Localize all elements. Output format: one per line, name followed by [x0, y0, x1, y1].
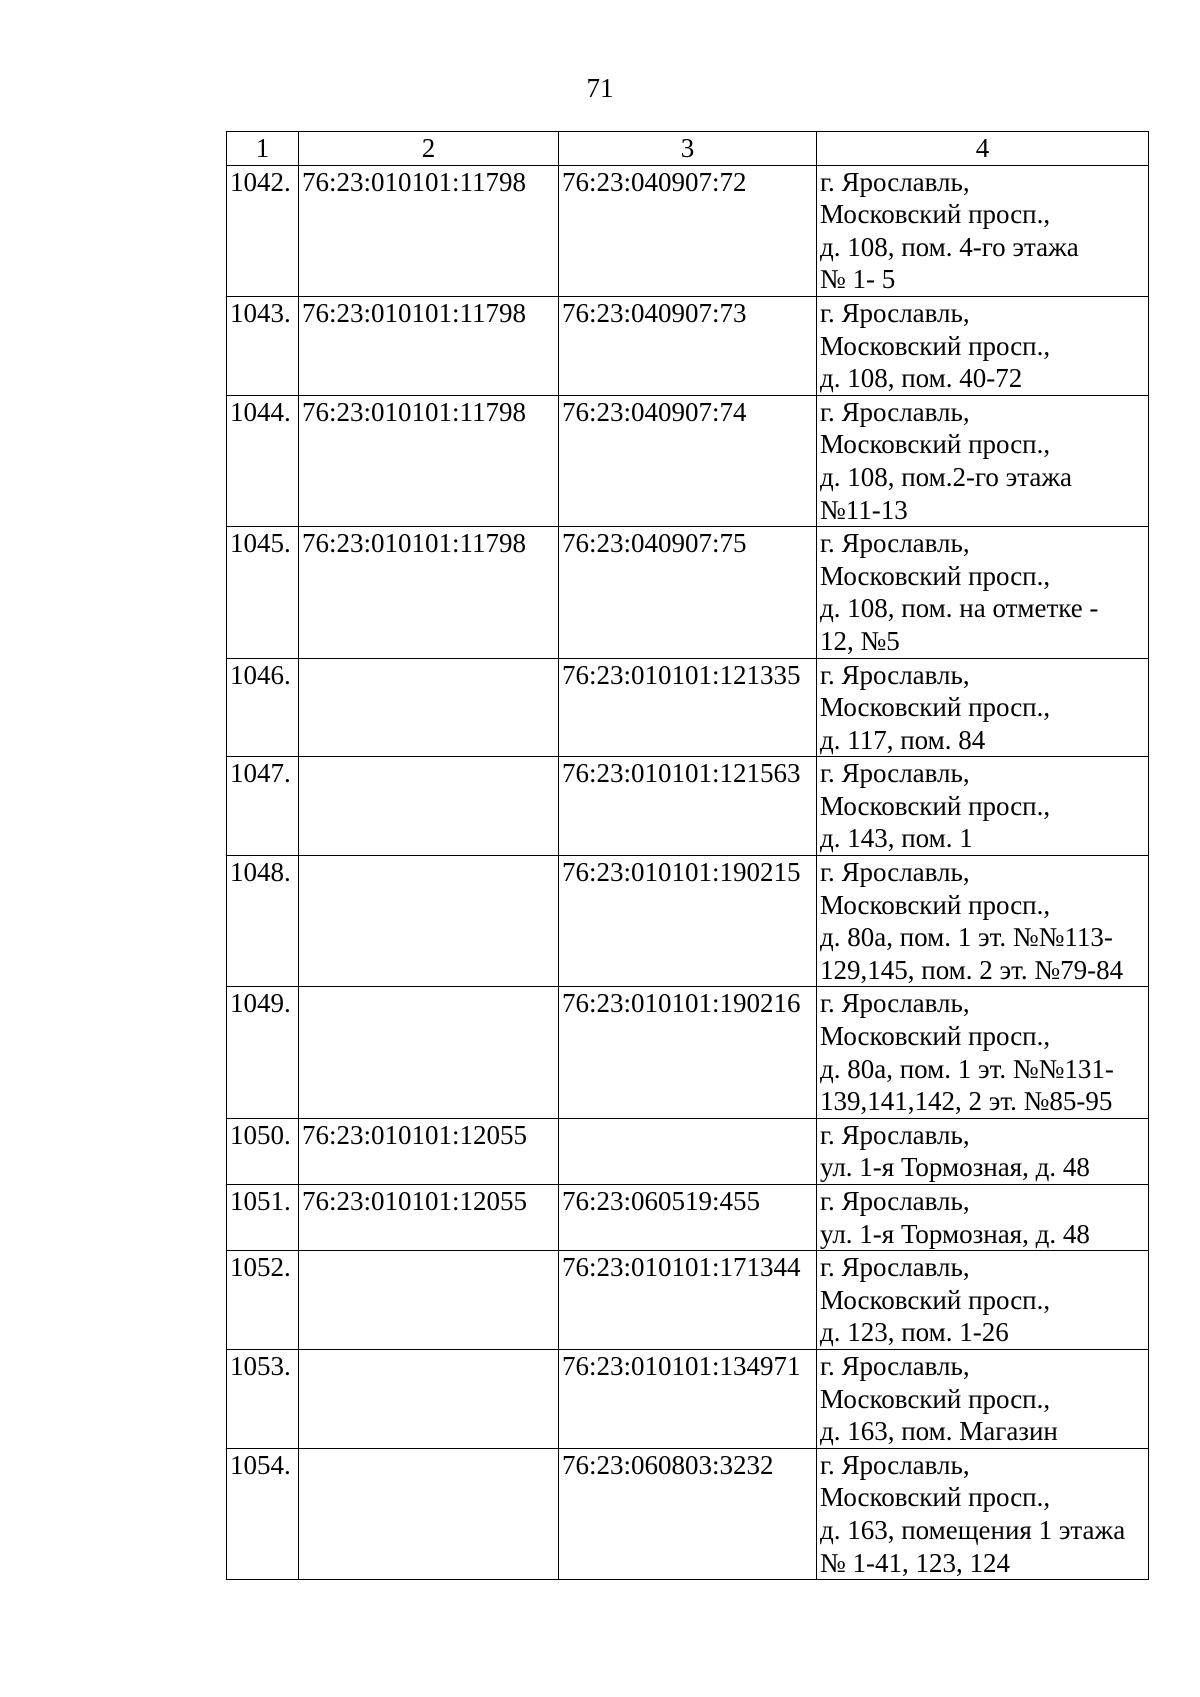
address-line: д. 108, пом. на отметке - — [820, 593, 1099, 624]
address-line: г. Ярославль, — [820, 1350, 970, 1381]
object-cadastral-number-cell: 76:23:060803:3232 — [559, 1448, 817, 1579]
address-line: г. Ярославль, — [820, 396, 970, 427]
address-line: г. Ярославль, — [820, 1252, 970, 1283]
table-row — [227, 1118, 1149, 1184]
cadastral-number-cell: 76:23:010101:12055 — [299, 1185, 559, 1251]
address-cell — [817, 1251, 1149, 1350]
cadastral-number-cell — [299, 757, 559, 856]
row-number-cell: 1051. — [227, 1185, 299, 1251]
address-line: г. Ярославль, — [820, 1186, 970, 1216]
table-row — [227, 1349, 1149, 1448]
object-cadastral-number-cell: 76:23:010101:134971 — [559, 1349, 817, 1448]
address-line: д. 163, помещения 1 этажа — [820, 1514, 1126, 1545]
row-number-cell: 1045. — [227, 527, 299, 658]
object-cadastral-number-cell: 76:23:060519:455 — [559, 1185, 817, 1251]
address-cell — [817, 165, 1149, 296]
object-cadastral-number-cell: 76:23:010101:171344 — [559, 1251, 817, 1350]
object-cadastral-number-cell: 76:23:010101:190216 — [559, 987, 817, 1118]
row-number-cell: 1049. — [227, 987, 299, 1118]
address-line: д. 163, пом. Магазин — [820, 1416, 1058, 1447]
row-number-cell: 1044. — [227, 395, 299, 526]
cadastral-number-cell — [299, 856, 559, 987]
address-line: г. Ярославль, — [820, 1449, 970, 1480]
cadastral-number-cell: 76:23:010101:11798 — [299, 527, 559, 658]
table-row — [227, 1448, 1149, 1579]
row-number-cell: 1052. — [227, 1251, 299, 1350]
address-line: д. 117, пом. 84 — [820, 724, 986, 755]
address-cell — [817, 1118, 1149, 1184]
address-line: д. 80а, пом. 1 эт. №№131- — [820, 1053, 1114, 1084]
object-cadastral-number-cell: 76:23:040907:74 — [559, 395, 817, 526]
cadastral-number-cell — [299, 1448, 559, 1579]
cadastral-number-cell — [299, 1251, 559, 1350]
row-number-cell: 1053. — [227, 1349, 299, 1448]
header-col-2: 2 — [299, 132, 559, 166]
address-line: Московский просп., — [820, 889, 1051, 920]
address-line: г. Ярославль, — [820, 857, 970, 888]
header-col-4: 4 — [817, 132, 1149, 166]
row-number-cell: 1043. — [227, 296, 299, 395]
cadastral-number-cell: 76:23:010101:11798 — [299, 296, 559, 395]
row-number-cell: 1048. — [227, 856, 299, 987]
address-line: д. 108, пом.2-го этажа — [820, 461, 1072, 492]
address-line: Московский просп., — [820, 1383, 1051, 1414]
address-line: д. 123, пом. 1-26 — [820, 1317, 1009, 1348]
address-cell — [817, 987, 1149, 1118]
row-number-cell: 1046. — [227, 658, 299, 757]
row-number-cell: 1047. — [227, 757, 299, 856]
address-line: д. 108, пом. 4-го этажа — [820, 231, 1079, 262]
address-line: г. Ярославль, — [820, 988, 970, 1019]
address-line: ул. 1-я Тормозная, д. 48 — [820, 1152, 1090, 1183]
address-line: 129,145, пом. 2 эт. №79-84 — [820, 954, 1124, 985]
address-line: г. Ярославль, — [820, 297, 970, 328]
registry-table — [226, 131, 1149, 1580]
table-row — [227, 987, 1149, 1118]
header-row — [227, 132, 1149, 166]
header-col-3: 3 — [559, 132, 817, 166]
row-number-cell: 1050. — [227, 1118, 299, 1184]
object-cadastral-number-cell: 76:23:010101:121335 — [559, 658, 817, 757]
row-number-cell: 1042. — [227, 165, 299, 296]
address-line: 139,141,142, 2 эт. №85-95 — [820, 1086, 1113, 1117]
header-col-1: 1 — [227, 132, 299, 166]
address-line: Московский просп., — [820, 1482, 1051, 1513]
address-line: Московский просп., — [820, 790, 1051, 821]
address-line: д. 80а, пом. 1 эт. №№113- — [820, 922, 1113, 953]
object-cadastral-number-cell: 76:23:040907:73 — [559, 296, 817, 395]
table-row — [227, 1185, 1149, 1251]
address-line: Московский просп., — [820, 1284, 1051, 1315]
table-row — [227, 658, 1149, 757]
address-line: г. Ярославль, — [820, 528, 970, 559]
table-row — [227, 395, 1149, 526]
address-line: Московский просп., — [820, 560, 1051, 591]
object-cadastral-number-cell: 76:23:040907:75 — [559, 527, 817, 658]
address-line: Московский просп., — [820, 199, 1051, 230]
address-line: г. Ярославль, — [820, 1119, 970, 1150]
address-cell — [817, 1349, 1149, 1448]
object-cadastral-number-cell: 76:23:040907:72 — [559, 165, 817, 296]
address-line: № 1- 5 — [820, 264, 896, 295]
address-cell — [817, 527, 1149, 658]
table-row — [227, 296, 1149, 395]
address-line: д. 108, пом. 40-72 — [820, 363, 1023, 394]
address-cell — [817, 658, 1149, 757]
cadastral-number-cell: 76:23:010101:11798 — [299, 165, 559, 296]
address-line: Московский просп., — [820, 1021, 1051, 1052]
address-line: г. Ярославль, — [820, 758, 970, 789]
address-line: г. Ярославль, — [820, 659, 970, 690]
address-line: Московский просп., — [820, 692, 1051, 723]
address-cell — [817, 296, 1149, 395]
object-cadastral-number-cell: 76:23:010101:121563 — [559, 757, 817, 856]
table-row — [227, 165, 1149, 296]
table-row — [227, 527, 1149, 658]
object-cadastral-number-cell: 76:23:010101:190215 — [559, 856, 817, 987]
table-row — [227, 1251, 1149, 1350]
address-cell — [817, 395, 1149, 526]
address-line: №11-13 — [820, 494, 908, 525]
row-number-cell: 1054. — [227, 1448, 299, 1579]
table-row — [227, 757, 1149, 856]
address-line: Московский просп., — [820, 330, 1051, 361]
address-line: д. 143, пом. 1 — [820, 823, 973, 854]
cadastral-number-cell — [299, 658, 559, 757]
registry-body — [227, 165, 1149, 1580]
address-line: 12, №5 — [820, 625, 900, 656]
object-cadastral-number-cell — [559, 1118, 817, 1184]
cadastral-number-cell — [299, 987, 559, 1118]
address-cell — [817, 1185, 1149, 1251]
cadastral-number-cell: 76:23:010101:11798 — [299, 395, 559, 526]
table-row — [227, 856, 1149, 987]
address-line: № 1-41, 123, 124 — [820, 1547, 1011, 1578]
address-line: г. Ярославль, — [820, 166, 970, 197]
address-line: ул. 1-я Тормозная, д. 48 — [820, 1218, 1090, 1249]
cadastral-number-cell: 76:23:010101:12055 — [299, 1118, 559, 1184]
address-cell — [817, 757, 1149, 856]
address-cell — [817, 1448, 1149, 1579]
page-number: 71 — [586, 73, 614, 103]
cadastral-number-cell — [299, 1349, 559, 1448]
address-line: Московский просп., — [820, 429, 1051, 460]
address-cell — [817, 856, 1149, 987]
